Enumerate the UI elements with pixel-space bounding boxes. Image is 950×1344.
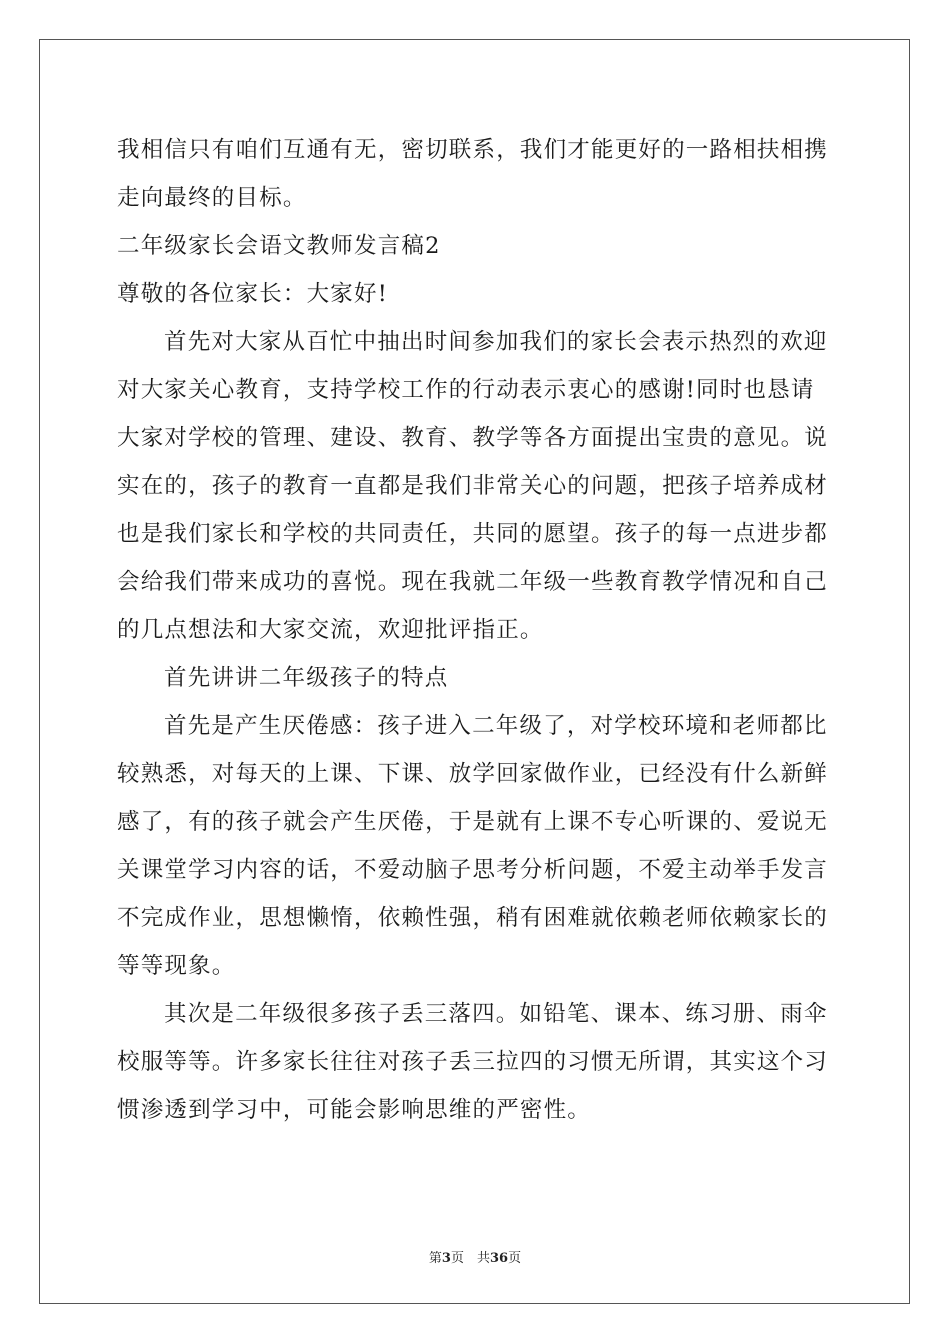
- text-line: 对大家关心教育，支持学校工作的行动表示衷心的感谢!同时也恳请: [117, 377, 815, 403]
- text-line: 实在的，孩子的教育一直都是我们非常关心的问题，把孩子培养成材: [117, 473, 829, 499]
- page-mid: 页 共: [450, 1251, 490, 1266]
- page-footer: [0, 1247, 950, 1266]
- text-line: 走向最终的目标。: [117, 185, 307, 211]
- page-suffix: 页: [508, 1251, 522, 1266]
- page-prefix: 第: [428, 1251, 442, 1266]
- text-line: 校服等等。许多家长往往对孩子丢三拉四的习惯无所谓，其实这个习: [117, 1049, 829, 1075]
- text-line: 不完成作业，思想懒惰，依赖性强，稍有困难就依赖老师依赖家长的: [117, 905, 829, 931]
- text-line: 也是我们家长和学校的共同责任，共同的愿望。孩子的每一点进步都: [117, 521, 829, 547]
- page-current: 3: [441, 1251, 451, 1266]
- text-line: 首先对大家从百忙中抽出时间参加我们的家长会表示热烈的欢迎: [164, 329, 828, 355]
- salutation: 尊敬的各位家长：大家好!: [117, 281, 388, 307]
- text-line: 等等现象。: [117, 953, 236, 979]
- text-line: 惯渗透到学习中，可能会影响思维的严密性。: [117, 1097, 592, 1123]
- text-line: 关课堂学习内容的话，不爱动脑子思考分析问题，不爱主动举手发言: [117, 857, 829, 883]
- text-line: 首先是产生厌倦感：孩子进入二年级了，对学校环境和老师都比: [164, 713, 828, 739]
- text-line: 会给我们带来成功的喜悦。现在我就二年级一些教育教学情况和自己: [117, 569, 829, 595]
- document-body: [117, 126, 837, 1134]
- text-line: 大家对学校的管理、建设、教育、教学等各方面提出宝贵的意见。说: [117, 425, 829, 451]
- text-line: 其次是二年级很多孩子丢三落四。如铅笔、课本、练习册、雨伞: [164, 1001, 828, 1027]
- text-line: 较熟悉，对每天的上课、下课、放学回家做作业，已经没有什么新鲜: [117, 761, 829, 787]
- page-total: 36: [489, 1251, 509, 1266]
- text-line: 的几点想法和大家交流，欢迎批评指正。: [117, 617, 544, 643]
- section-heading: 二年级家长会语文教师发言稿2: [117, 233, 441, 259]
- text-line: 我相信只有咱们互通有无，密切联系，我们才能更好的一路相扶相携: [117, 137, 829, 163]
- subheading: 首先讲讲二年级孩子的特点: [164, 665, 449, 691]
- text-line: 感了，有的孩子就会产生厌倦，于是就有上课不专心听课的、爱说无: [117, 809, 829, 835]
